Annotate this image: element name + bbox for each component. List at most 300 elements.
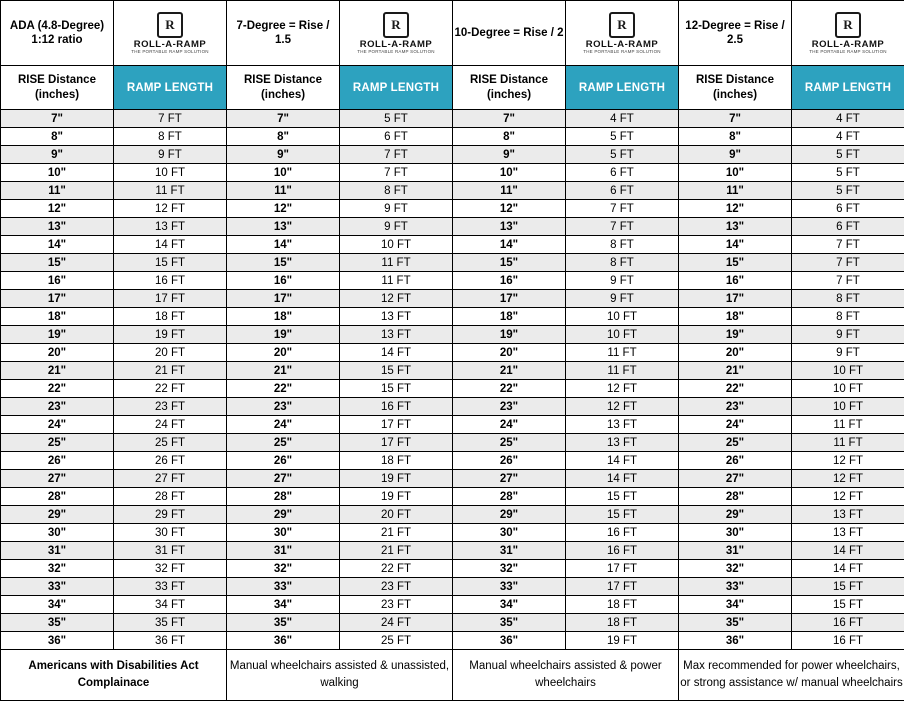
ramp-length-value: 15 FT — [340, 362, 453, 380]
rise-value: 34" — [227, 596, 340, 614]
rise-value: 18" — [1, 308, 114, 326]
rise-value: 24" — [227, 416, 340, 434]
ramp-length-value: 19 FT — [340, 470, 453, 488]
ramp-length-value: 9 FT — [114, 146, 227, 164]
rise-value: 28" — [679, 488, 792, 506]
rise-header-2: RISE Distance (inches) — [453, 66, 566, 110]
table-row — [1, 146, 904, 164]
rise-value: 35" — [453, 614, 566, 632]
ramp-length-value: 17 FT — [114, 290, 227, 308]
ramp-length-value: 10 FT — [792, 398, 904, 416]
ramp-length-value: 11 FT — [114, 182, 227, 200]
logo-tagline: THE PORTABLE RAMP SOLUTION — [583, 49, 661, 55]
table-row — [1, 488, 904, 506]
ramp-length-value: 18 FT — [340, 452, 453, 470]
table-row — [1, 200, 904, 218]
rise-value: 29" — [227, 506, 340, 524]
rise-value: 14" — [1, 236, 114, 254]
rise-value: 20" — [227, 344, 340, 362]
rise-value: 12" — [1, 200, 114, 218]
rise-value: 13" — [227, 218, 340, 236]
rise-value: 24" — [679, 416, 792, 434]
ramp-length-value: 18 FT — [566, 596, 679, 614]
ramp-length-value: 19 FT — [114, 326, 227, 344]
ramp-length-value: 15 FT — [566, 488, 679, 506]
group-footer-note-0: Americans with Disabilities Act Complainace — [1, 650, 227, 701]
rise-value: 30" — [227, 524, 340, 542]
ramp-length-value: 10 FT — [566, 308, 679, 326]
table-row — [1, 308, 904, 326]
rise-value: 36" — [679, 632, 792, 650]
rise-value: 13" — [453, 218, 566, 236]
ramp-length-value: 10 FT — [792, 362, 904, 380]
rise-value: 20" — [1, 344, 114, 362]
rise-value: 16" — [1, 272, 114, 290]
rise-value: 18" — [227, 308, 340, 326]
rise-value: 28" — [1, 488, 114, 506]
rise-value: 17" — [227, 290, 340, 308]
rise-value: 22" — [227, 380, 340, 398]
ramp-length-value: 11 FT — [340, 254, 453, 272]
rise-value: 9" — [679, 146, 792, 164]
rise-value: 12" — [227, 200, 340, 218]
rise-value: 7" — [227, 110, 340, 128]
table-row — [1, 344, 904, 362]
logo-tagline: THE PORTABLE RAMP SOLUTION — [809, 49, 887, 55]
group-title-row — [1, 1, 904, 66]
ramp-length-value: 33 FT — [114, 578, 227, 596]
table-row — [1, 560, 904, 578]
rise-value: 23" — [679, 398, 792, 416]
rise-value: 36" — [1, 632, 114, 650]
ramp-length-value: 6 FT — [792, 200, 904, 218]
rise-value: 21" — [679, 362, 792, 380]
rise-value: 7" — [1, 110, 114, 128]
ramp-length-value: 8 FT — [792, 290, 904, 308]
ramp-length-value: 12 FT — [792, 488, 904, 506]
ramp-length-value: 11 FT — [792, 434, 904, 452]
rise-value: 10" — [1, 164, 114, 182]
ramp-length-value: 16 FT — [340, 398, 453, 416]
ramp-length-value: 21 FT — [340, 542, 453, 560]
rise-value: 26" — [1, 452, 114, 470]
ramp-length-value: 23 FT — [340, 578, 453, 596]
rise-value: 23" — [227, 398, 340, 416]
rise-value: 8" — [1, 128, 114, 146]
rise-value: 25" — [679, 434, 792, 452]
rise-value: 35" — [1, 614, 114, 632]
rise-value: 7" — [453, 110, 566, 128]
ramp-length-value: 7 FT — [792, 236, 904, 254]
ramp-length-value: 8 FT — [792, 308, 904, 326]
rise-value: 27" — [227, 470, 340, 488]
rise-value: 31" — [679, 542, 792, 560]
rise-header-3: RISE Distance (inches) — [679, 66, 792, 110]
ramp-length-value: 14 FT — [340, 344, 453, 362]
ramp-length-value: 35 FT — [114, 614, 227, 632]
table-row — [1, 452, 904, 470]
rise-value: 22" — [679, 380, 792, 398]
ramp-length-value: 5 FT — [792, 146, 904, 164]
ramp-length-value: 21 FT — [340, 524, 453, 542]
rise-value: 32" — [453, 560, 566, 578]
rise-value: 10" — [453, 164, 566, 182]
logo-wordmark: ROLL-A-RAMP — [359, 38, 433, 50]
table-row — [1, 218, 904, 236]
ramp-length-value: 22 FT — [114, 380, 227, 398]
rise-value: 27" — [679, 470, 792, 488]
ramp-length-value: 11 FT — [340, 272, 453, 290]
ramp-length-value: 8 FT — [566, 236, 679, 254]
rise-value: 15" — [227, 254, 340, 272]
ramp-length-value: 5 FT — [792, 164, 904, 182]
rise-value: 30" — [679, 524, 792, 542]
table-row — [1, 596, 904, 614]
rise-value: 18" — [679, 308, 792, 326]
ramp-length-value: 13 FT — [566, 434, 679, 452]
rise-value: 17" — [679, 290, 792, 308]
ramp-length-value: 11 FT — [566, 362, 679, 380]
logo-tagline: THE PORTABLE RAMP SOLUTION — [357, 49, 435, 55]
rise-value: 8" — [227, 128, 340, 146]
rise-value: 26" — [679, 452, 792, 470]
ramp-length-value: 13 FT — [792, 506, 904, 524]
ramp-length-value: 23 FT — [340, 596, 453, 614]
rise-value: 22" — [453, 380, 566, 398]
ramp-length-header-1: RAMP LENGTH — [340, 66, 453, 110]
rise-value: 34" — [453, 596, 566, 614]
ramp-length-value: 7 FT — [340, 164, 453, 182]
table-row — [1, 416, 904, 434]
ramp-length-value: 4 FT — [566, 110, 679, 128]
ramp-length-value: 20 FT — [114, 344, 227, 362]
rise-value: 21" — [1, 362, 114, 380]
rise-value: 10" — [227, 164, 340, 182]
rise-value: 19" — [1, 326, 114, 344]
group-footer-note-1: Manual wheelchairs assisted & unassisted, walking — [227, 650, 453, 701]
ramp-length-value: 16 FT — [566, 542, 679, 560]
logo-tagline: THE PORTABLE RAMP SOLUTION — [131, 49, 209, 55]
ramp-length-value: 19 FT — [566, 632, 679, 650]
table-row — [1, 380, 904, 398]
rise-value: 33" — [1, 578, 114, 596]
rise-value: 24" — [1, 416, 114, 434]
rise-header-1: RISE Distance (inches) — [227, 66, 340, 110]
ramp-length-value: 32 FT — [114, 560, 227, 578]
ramp-length-value: 8 FT — [340, 182, 453, 200]
ramp-length-value: 11 FT — [792, 416, 904, 434]
rise-value: 15" — [453, 254, 566, 272]
ramp-length-value: 27 FT — [114, 470, 227, 488]
ramp-length-value: 16 FT — [792, 614, 904, 632]
rise-value: 30" — [453, 524, 566, 542]
rise-value: 12" — [679, 200, 792, 218]
ramp-length-value: 18 FT — [566, 614, 679, 632]
rise-value: 8" — [453, 128, 566, 146]
ramp-length-value: 26 FT — [114, 452, 227, 470]
ramp-length-value: 9 FT — [792, 326, 904, 344]
rise-value: 23" — [453, 398, 566, 416]
table-row — [1, 362, 904, 380]
table-row — [1, 614, 904, 632]
ramp-length-value: 7 FT — [340, 146, 453, 164]
rise-value: 35" — [679, 614, 792, 632]
rise-value: 25" — [453, 434, 566, 452]
rise-value: 11" — [679, 182, 792, 200]
ramp-length-value: 6 FT — [566, 182, 679, 200]
ramp-length-header-0: RAMP LENGTH — [114, 66, 227, 110]
ramp-length-value: 6 FT — [566, 164, 679, 182]
rise-value: 20" — [453, 344, 566, 362]
rise-value: 28" — [453, 488, 566, 506]
rise-value: 25" — [227, 434, 340, 452]
ramp-length-value: 14 FT — [566, 470, 679, 488]
table-row — [1, 128, 904, 146]
ramp-length-value: 11 FT — [566, 344, 679, 362]
ramp-length-value: 16 FT — [114, 272, 227, 290]
ramp-length-value: 7 FT — [566, 218, 679, 236]
table-row — [1, 326, 904, 344]
ramp-length-value: 17 FT — [340, 416, 453, 434]
rise-value: 11" — [1, 182, 114, 200]
ramp-length-value: 14 FT — [792, 560, 904, 578]
ramp-length-value: 10 FT — [566, 326, 679, 344]
ramp-length-value: 15 FT — [114, 254, 227, 272]
rise-value: 27" — [453, 470, 566, 488]
rise-value: 16" — [227, 272, 340, 290]
logo-wordmark: ROLL-A-RAMP — [585, 38, 659, 50]
rise-value: 33" — [227, 578, 340, 596]
ramp-length-value: 21 FT — [114, 362, 227, 380]
ramp-length-value: 8 FT — [566, 254, 679, 272]
ramp-length-value: 17 FT — [566, 560, 679, 578]
ramp-length-value: 9 FT — [566, 272, 679, 290]
table-row — [1, 506, 904, 524]
rise-value: 11" — [227, 182, 340, 200]
ramp-length-value: 12 FT — [792, 470, 904, 488]
ramp-length-value: 13 FT — [340, 308, 453, 326]
ramp-length-value: 13 FT — [340, 326, 453, 344]
rise-value: 18" — [453, 308, 566, 326]
roll-a-ramp-logo — [566, 1, 679, 66]
rise-value: 15" — [1, 254, 114, 272]
rise-value: 31" — [1, 542, 114, 560]
logo-mark-icon: R — [835, 12, 861, 38]
table-row — [1, 164, 904, 182]
ramp-length-value: 31 FT — [114, 542, 227, 560]
ramp-length-value: 9 FT — [566, 290, 679, 308]
table-row — [1, 578, 904, 596]
table-row — [1, 398, 904, 416]
ramp-length-value: 7 FT — [566, 200, 679, 218]
rise-value: 28" — [227, 488, 340, 506]
ramp-length-value: 24 FT — [114, 416, 227, 434]
rise-value: 34" — [1, 596, 114, 614]
rise-value: 13" — [679, 218, 792, 236]
rise-value: 33" — [453, 578, 566, 596]
ramp-length-header-2: RAMP LENGTH — [566, 66, 679, 110]
rise-value: 9" — [453, 146, 566, 164]
logo-mark-icon: R — [383, 12, 409, 38]
logo-mark-icon: R — [157, 12, 183, 38]
footer-row — [1, 650, 904, 701]
rise-value: 33" — [679, 578, 792, 596]
rise-value: 20" — [679, 344, 792, 362]
ramp-length-value: 28 FT — [114, 488, 227, 506]
logo-wordmark: ROLL-A-RAMP — [811, 38, 885, 50]
rise-value: 29" — [453, 506, 566, 524]
rise-value: 14" — [679, 236, 792, 254]
rise-value: 8" — [679, 128, 792, 146]
ramp-length-value: 14 FT — [792, 542, 904, 560]
table-row — [1, 110, 904, 128]
roll-a-ramp-logo — [114, 1, 227, 66]
ramp-length-value: 4 FT — [792, 110, 904, 128]
rise-value: 19" — [453, 326, 566, 344]
rise-value: 29" — [679, 506, 792, 524]
group-title-0: ADA (4.8-Degree) 1:12 ratio — [1, 1, 114, 66]
group-footer-note-3: Max recommended for power wheelchairs, or strong assistance w/ manual wheelchairs — [679, 650, 904, 701]
rise-value: 27" — [1, 470, 114, 488]
ramp-length-value: 9 FT — [340, 218, 453, 236]
rise-value: 24" — [453, 416, 566, 434]
rise-value: 23" — [1, 398, 114, 416]
rise-value: 7" — [679, 110, 792, 128]
ramp-length-value: 7 FT — [792, 254, 904, 272]
rise-value: 21" — [453, 362, 566, 380]
ramp-length-value: 6 FT — [340, 128, 453, 146]
rise-value: 14" — [227, 236, 340, 254]
ramp-length-value: 4 FT — [792, 128, 904, 146]
ramp-length-value: 9 FT — [340, 200, 453, 218]
rise-value: 12" — [453, 200, 566, 218]
ramp-length-value: 30 FT — [114, 524, 227, 542]
table-row — [1, 632, 904, 650]
rise-value: 32" — [1, 560, 114, 578]
rise-value: 32" — [227, 560, 340, 578]
ramp-length-value: 20 FT — [340, 506, 453, 524]
rise-value: 19" — [227, 326, 340, 344]
rise-value: 26" — [227, 452, 340, 470]
ramp-length-value: 15 FT — [792, 596, 904, 614]
ramp-length-value: 15 FT — [792, 578, 904, 596]
logo-mark-icon: R — [609, 12, 635, 38]
ramp-length-value: 5 FT — [566, 128, 679, 146]
ramp-length-value: 23 FT — [114, 398, 227, 416]
ramp-length-value: 5 FT — [566, 146, 679, 164]
rise-value: 9" — [227, 146, 340, 164]
table-row — [1, 182, 904, 200]
ramp-length-value: 8 FT — [114, 128, 227, 146]
ramp-length-value: 25 FT — [114, 434, 227, 452]
ramp-length-value: 12 FT — [792, 452, 904, 470]
ramp-length-value: 7 FT — [114, 110, 227, 128]
ramp-length-value: 5 FT — [792, 182, 904, 200]
ramp-length-value: 15 FT — [340, 380, 453, 398]
group-title-3: 12-Degree = Rise / 2.5 — [679, 1, 792, 66]
rise-value: 36" — [453, 632, 566, 650]
ramp-length-value: 24 FT — [340, 614, 453, 632]
rise-value: 16" — [679, 272, 792, 290]
ramp-length-value: 12 FT — [114, 200, 227, 218]
group-title-1: 7-Degree = Rise / 1.5 — [227, 1, 340, 66]
ramp-length-value: 22 FT — [340, 560, 453, 578]
rise-value: 16" — [453, 272, 566, 290]
ramp-length-value: 34 FT — [114, 596, 227, 614]
ramp-length-value: 16 FT — [566, 524, 679, 542]
rise-value: 11" — [453, 182, 566, 200]
rise-value: 21" — [227, 362, 340, 380]
rise-value: 15" — [679, 254, 792, 272]
group-title-2: 10-Degree = Rise / 2 — [453, 1, 566, 66]
rise-value: 30" — [1, 524, 114, 542]
rise-value: 17" — [1, 290, 114, 308]
ramp-length-value: 10 FT — [114, 164, 227, 182]
ramp-length-value: 9 FT — [792, 344, 904, 362]
roll-a-ramp-logo — [340, 1, 453, 66]
ramp-length-value: 13 FT — [566, 416, 679, 434]
column-header-row — [1, 66, 904, 110]
ramp-length-value: 29 FT — [114, 506, 227, 524]
rise-value: 22" — [1, 380, 114, 398]
ramp-length-value: 17 FT — [566, 578, 679, 596]
rise-value: 35" — [227, 614, 340, 632]
ramp-length-value: 36 FT — [114, 632, 227, 650]
ramp-length-value: 25 FT — [340, 632, 453, 650]
ramp-length-value: 6 FT — [792, 218, 904, 236]
ramp-length-value: 19 FT — [340, 488, 453, 506]
rise-value: 19" — [679, 326, 792, 344]
rise-value: 26" — [453, 452, 566, 470]
rise-value: 14" — [453, 236, 566, 254]
ramp-length-value: 14 FT — [114, 236, 227, 254]
ramp-length-value: 17 FT — [340, 434, 453, 452]
logo-wordmark: ROLL-A-RAMP — [133, 38, 207, 50]
table-row — [1, 434, 904, 452]
ramp-length-value: 18 FT — [114, 308, 227, 326]
rise-value: 25" — [1, 434, 114, 452]
ramp-length-header-3: RAMP LENGTH — [792, 66, 904, 110]
roll-a-ramp-logo — [792, 1, 904, 66]
rise-value: 9" — [1, 146, 114, 164]
ramp-length-value: 13 FT — [792, 524, 904, 542]
ramp-length-value: 16 FT — [792, 632, 904, 650]
ramp-length-value: 14 FT — [566, 452, 679, 470]
rise-value: 13" — [1, 218, 114, 236]
ramp-length-value: 5 FT — [340, 110, 453, 128]
ramp-length-value: 15 FT — [566, 506, 679, 524]
table-row — [1, 254, 904, 272]
ramp-length-value: 10 FT — [340, 236, 453, 254]
ramp-length-value: 7 FT — [792, 272, 904, 290]
ramp-length-value: 12 FT — [566, 398, 679, 416]
table-row — [1, 542, 904, 560]
ramp-length-value: 12 FT — [566, 380, 679, 398]
rise-value: 31" — [453, 542, 566, 560]
table-row — [1, 290, 904, 308]
table-row — [1, 470, 904, 488]
rise-value: 31" — [227, 542, 340, 560]
table-row — [1, 524, 904, 542]
rise-value: 36" — [227, 632, 340, 650]
rise-header-0: RISE Distance (inches) — [1, 66, 114, 110]
ramp-length-value: 13 FT — [114, 218, 227, 236]
rise-value: 29" — [1, 506, 114, 524]
rise-value: 32" — [679, 560, 792, 578]
rise-value: 10" — [679, 164, 792, 182]
rise-value: 34" — [679, 596, 792, 614]
table-row — [1, 236, 904, 254]
